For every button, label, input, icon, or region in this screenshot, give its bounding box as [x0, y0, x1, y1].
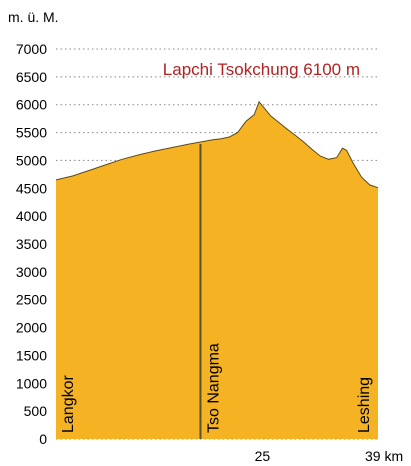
y-tick-label: 7000 — [15, 41, 47, 57]
y-axis-ticks — [16, 41, 47, 447]
y-tick-label: 2500 — [15, 291, 47, 308]
y-tick-label: 6500 — [15, 68, 47, 85]
y-tick-label: 5000 — [15, 152, 47, 169]
y-tick-label: 1500 — [15, 347, 47, 364]
y-tick-label: 2000 — [15, 319, 47, 336]
x-axis-ticks — [255, 448, 404, 464]
place-label: Tso Nangma — [205, 343, 223, 433]
chart-title: Lapchi Tsokchung 6100 m — [162, 60, 360, 79]
x-tick-label: 25 — [254, 448, 271, 464]
y-tick-label: 0 — [39, 431, 47, 447]
y-tick-label: 1000 — [15, 375, 47, 392]
y-tick-label: 3500 — [15, 236, 47, 252]
y-tick-label: 6000 — [15, 96, 47, 113]
x-tick-label: 39 km — [365, 448, 404, 464]
y-tick-label: 500 — [23, 403, 47, 420]
y-tick-label: 4000 — [15, 208, 47, 225]
y-tick-label: 5500 — [15, 124, 47, 141]
place-label: Langkor — [60, 375, 77, 433]
place-label: Leshing — [356, 376, 373, 433]
y-axis-unit-label: m. ü. M. — [8, 9, 59, 25]
y-tick-label: 4500 — [15, 180, 47, 197]
y-tick-label: 3000 — [15, 263, 47, 280]
